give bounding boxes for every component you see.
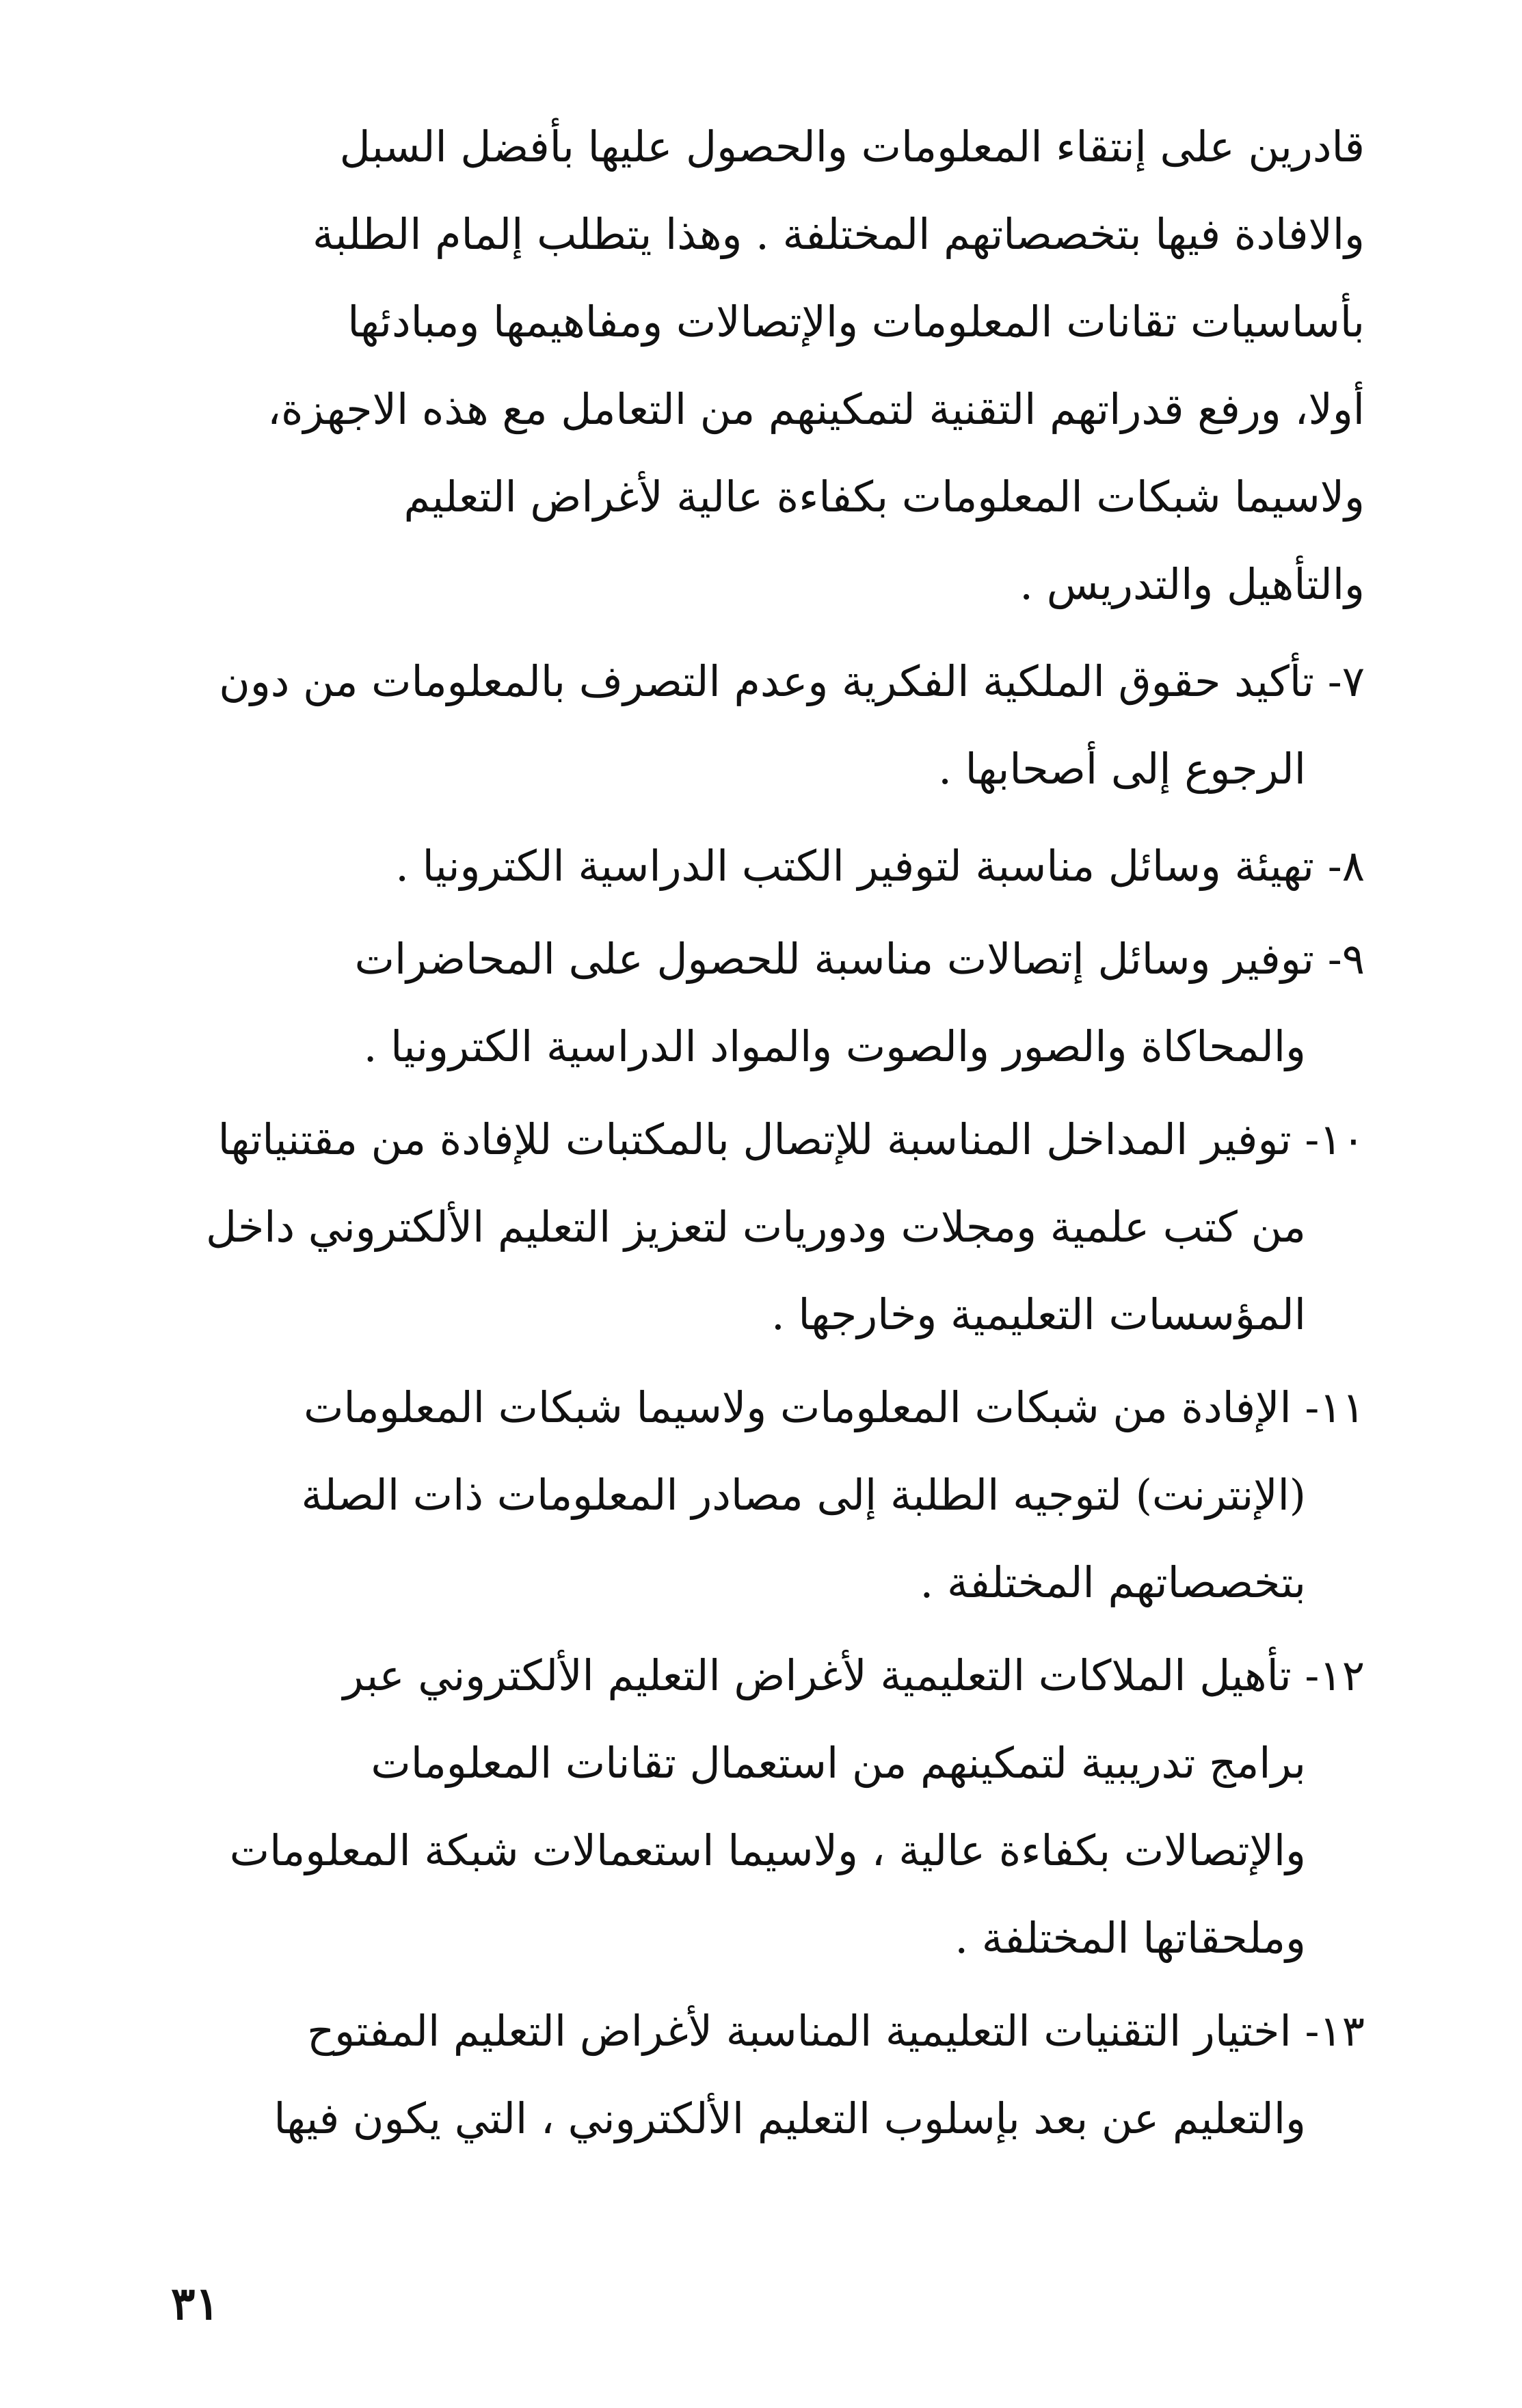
list-item-9: ٩- توفير وسائل إتصالات مناسبة للحصول على المحاضرات [354,934,1365,984]
text-line: بتخصصاتهم المختلفة . [920,1557,1306,1607]
text-line: ولاسيما شبكات المعلومات بكفاءة عالية لأغراض التعليم [403,472,1365,522]
list-item-8: ٨- تهيئة وسائل مناسبة لتوفير الكتب الدراسية الكترونيا . [395,841,1365,891]
text-line: والتأهيل والتدريس . [1019,559,1365,609]
page-number: ٣١ [171,2277,219,2330]
text-line: برامج تدريبية لتمكينهم من استعمال تقانات المعلومات [371,1738,1306,1788]
list-item-11: ١١- الإفادة من شبكات المعلومات ولاسيما شبكات المعلومات [304,1382,1365,1432]
text-line: بأساسيات تقانات المعلومات والإتصالات ومفاهيمها ومبادئها [347,297,1365,347]
text-line: أولا، ورفع قدراتهم التقنية لتمكينهم من التعامل مع هذه الاجهزة، [267,384,1365,434]
text-line: المؤسسات التعليمية وخارجها . [771,1289,1306,1339]
list-item-10: ١٠- توفير المداخل المناسبة للإتصال بالمكتبات للإفادة من مقتنياتها [217,1114,1365,1164]
text-line: قادرين على إنتقاء المعلومات والحصول عليها بأفضل السبل [339,122,1365,172]
text-line: الرجوع إلى أصحابها . [938,744,1306,794]
text-line: والتعليم عن بعد بإسلوب التعليم الألكتروني ، التي يكون فيها [273,2093,1306,2143]
list-item-13: ١٣- اختيار التقنيات التعليمية المناسبة لأغراض التعليم المفتوح [307,2006,1365,2056]
text-line: من كتب علمية ومجلات ودوريات لتعزيز التعليم الألكتروني داخل [205,1202,1306,1252]
list-item-12: ١٢- تأهيل الملاكات التعليمية لأغراض التعليم الألكتروني عبر [343,1650,1365,1700]
text-line: والمحاكاة والصور والصوت والمواد الدراسية الكترونيا . [363,1021,1306,1071]
text-line: والافادة فيها بتخصصاتهم المختلفة . وهذا يتطلب إلمام الطلبة [312,209,1365,259]
text-line: (الإنترنت) لتوجيه الطلبة إلى مصادر المعلومات ذات الصلة [301,1470,1306,1520]
text-line: والإتصالات بكفاءة عالية ، ولاسيما استعمالات شبكة المعلومات [229,1825,1306,1875]
list-item-7: ٧- تأكيد حقوق الملكية الفكرية وعدم التصرف بالمعلومات من دون [219,656,1365,706]
text-line: وملحقاتها المختلفة . [954,1913,1306,1963]
